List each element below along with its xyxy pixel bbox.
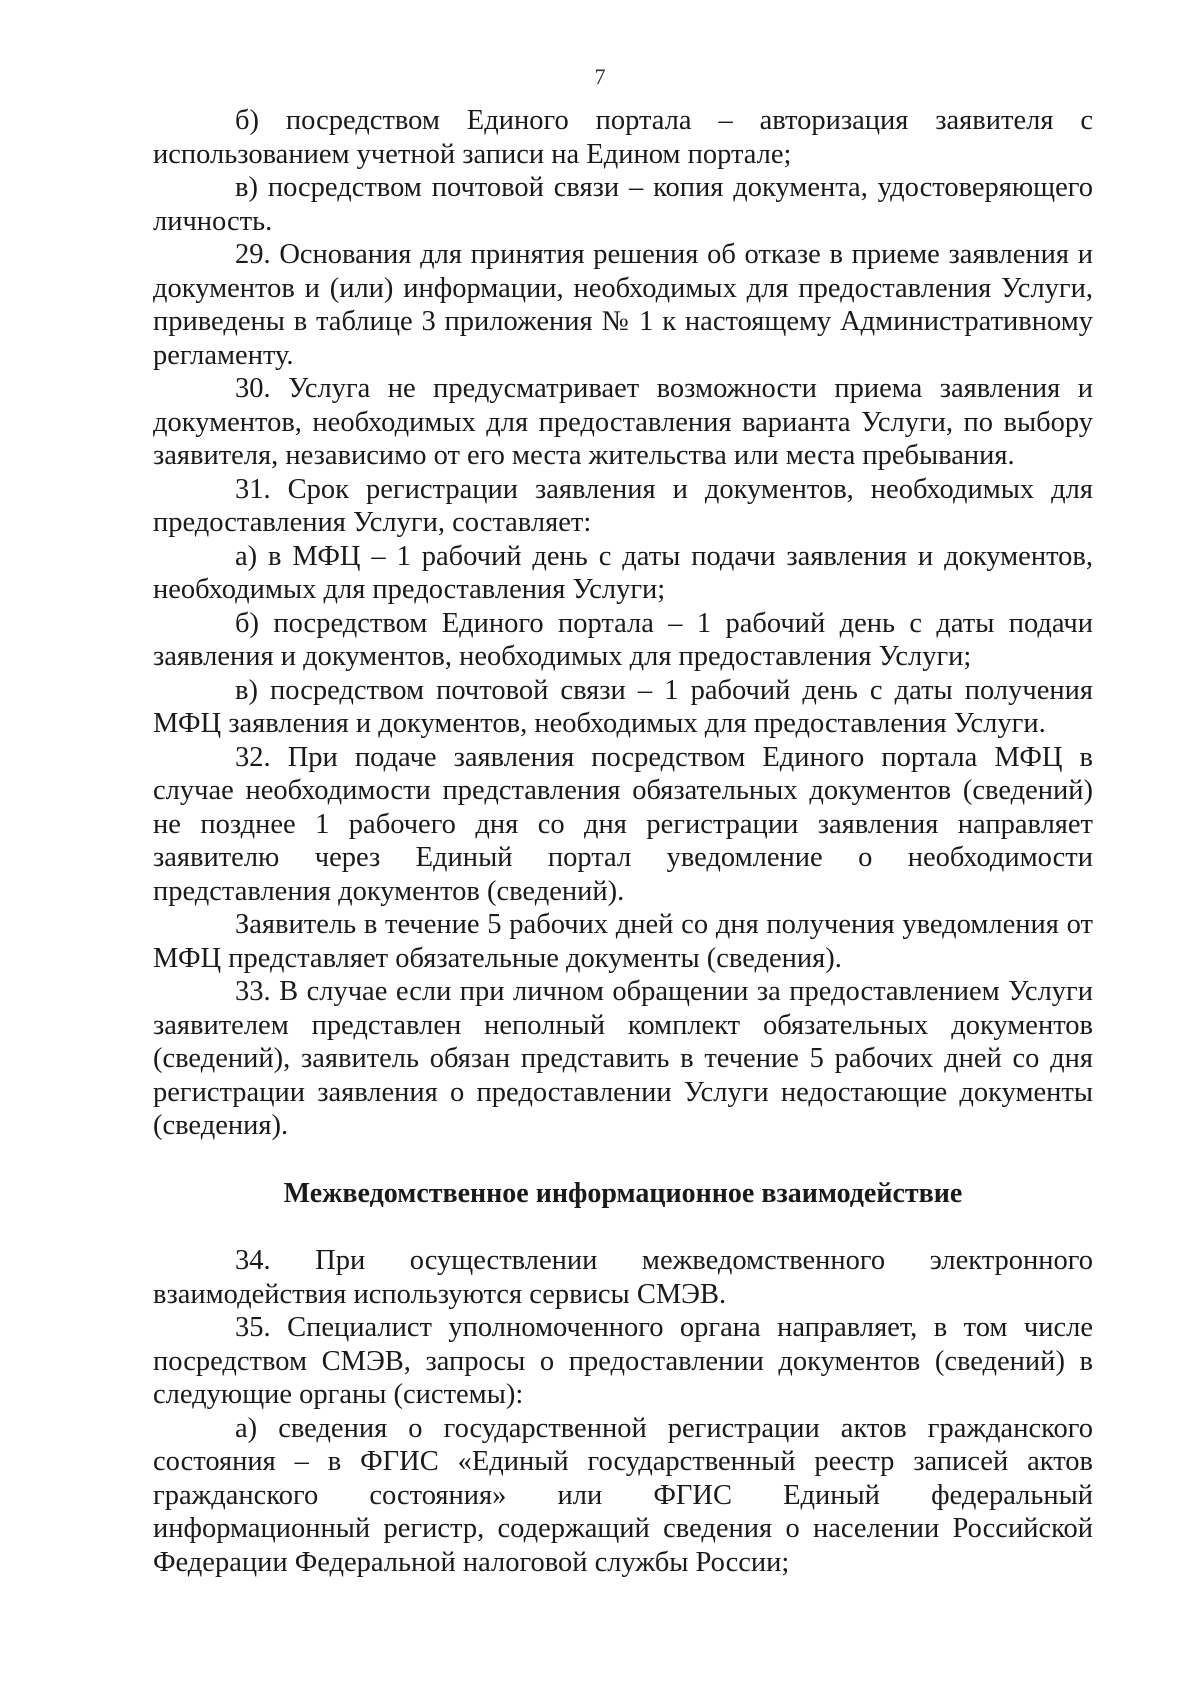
paragraph-33: 33. В случае если при личном обращении за предоставлением Услуги заявителем представлен неполный комплект обязательных документов (сведений), заявитель обязан представить в течение 5 рабочих дней со дня регистрации заявления о предоставлении Услуги недостающие документы (сведения).: [153, 976, 1093, 1141]
paragraph: в) посредством почтовой связи – 1 рабочий день с даты получения МФЦ заявления и документов, необходимых для предоставления Услуги.: [153, 674, 1093, 739]
paragraph-35: 35. Специалист уполномоченного органа направляет, в том числе посредством СМЭВ, запросы о предоставлении документов (сведений) в следующие органы (системы):: [153, 1312, 1093, 1410]
paragraph: а) в МФЦ – 1 рабочий день с даты подачи заявления и документов, необходимых для предоставления Услуги;: [153, 540, 1093, 605]
section-heading: Межведомственное информационное взаимодействие: [283, 1177, 963, 1209]
paragraph: в) посредством почтовой связи – копия документа, удостоверяющего личность.: [153, 172, 1093, 237]
paragraph: Заявитель в течение 5 рабочих дней со дня получения уведомления от МФЦ представляет обязательные документы (сведения).: [153, 909, 1093, 974]
paragraph-31: 31. Срок регистрации заявления и документов, необходимых для предоставления Услуги, составляет:: [153, 473, 1093, 538]
paragraph-32: 32. При подаче заявления посредством Единого портала МФЦ в случае необходимости представления обязательных документов (сведений) не позднее 1 рабочего дня со дня регистрации заявления направляет заявителю через Единый портал уведомление о необходимости представления документов (сведений).: [153, 741, 1093, 907]
paragraph: б) посредством Единого портала – 1 рабочий день с даты подачи заявления и документов, необходимых для предоставления Услуги;: [153, 607, 1093, 672]
paragraph: а) сведения о государственной регистрации актов гражданского состояния – в ФГИС «Единый государственный реестр записей актов гражданского состояния» или ФГИС Единый федеральный информационный регистр, содержащий сведения о населении Российской Федерации Федеральной налоговой службы России;: [153, 1412, 1093, 1578]
paragraph: б) посредством Единого портала – авторизация заявителя с использованием учетной записи на Едином портале;: [153, 105, 1093, 170]
paragraph-29: 29. Основания для принятия решения об отказе в приеме заявления и документов и (или) информации, необходимых для предоставления Услуги, приведены в таблице 3 приложения № 1 к настоящему Административному регламенту.: [153, 239, 1093, 371]
page-number: 7: [594, 64, 606, 89]
paragraph-30: 30. Услуга не предусматривает возможности приема заявления и документов, необходимых для предоставления варианта Услуги, по выбору заявителя, независимо от его места жительства или места пребывания.: [153, 373, 1093, 471]
document-body: [153, 104, 1093, 1579]
paragraph-34: 34. При осуществлении межведомственного электронного взаимодействия используются сервисы СМЭВ.: [153, 1245, 1093, 1310]
